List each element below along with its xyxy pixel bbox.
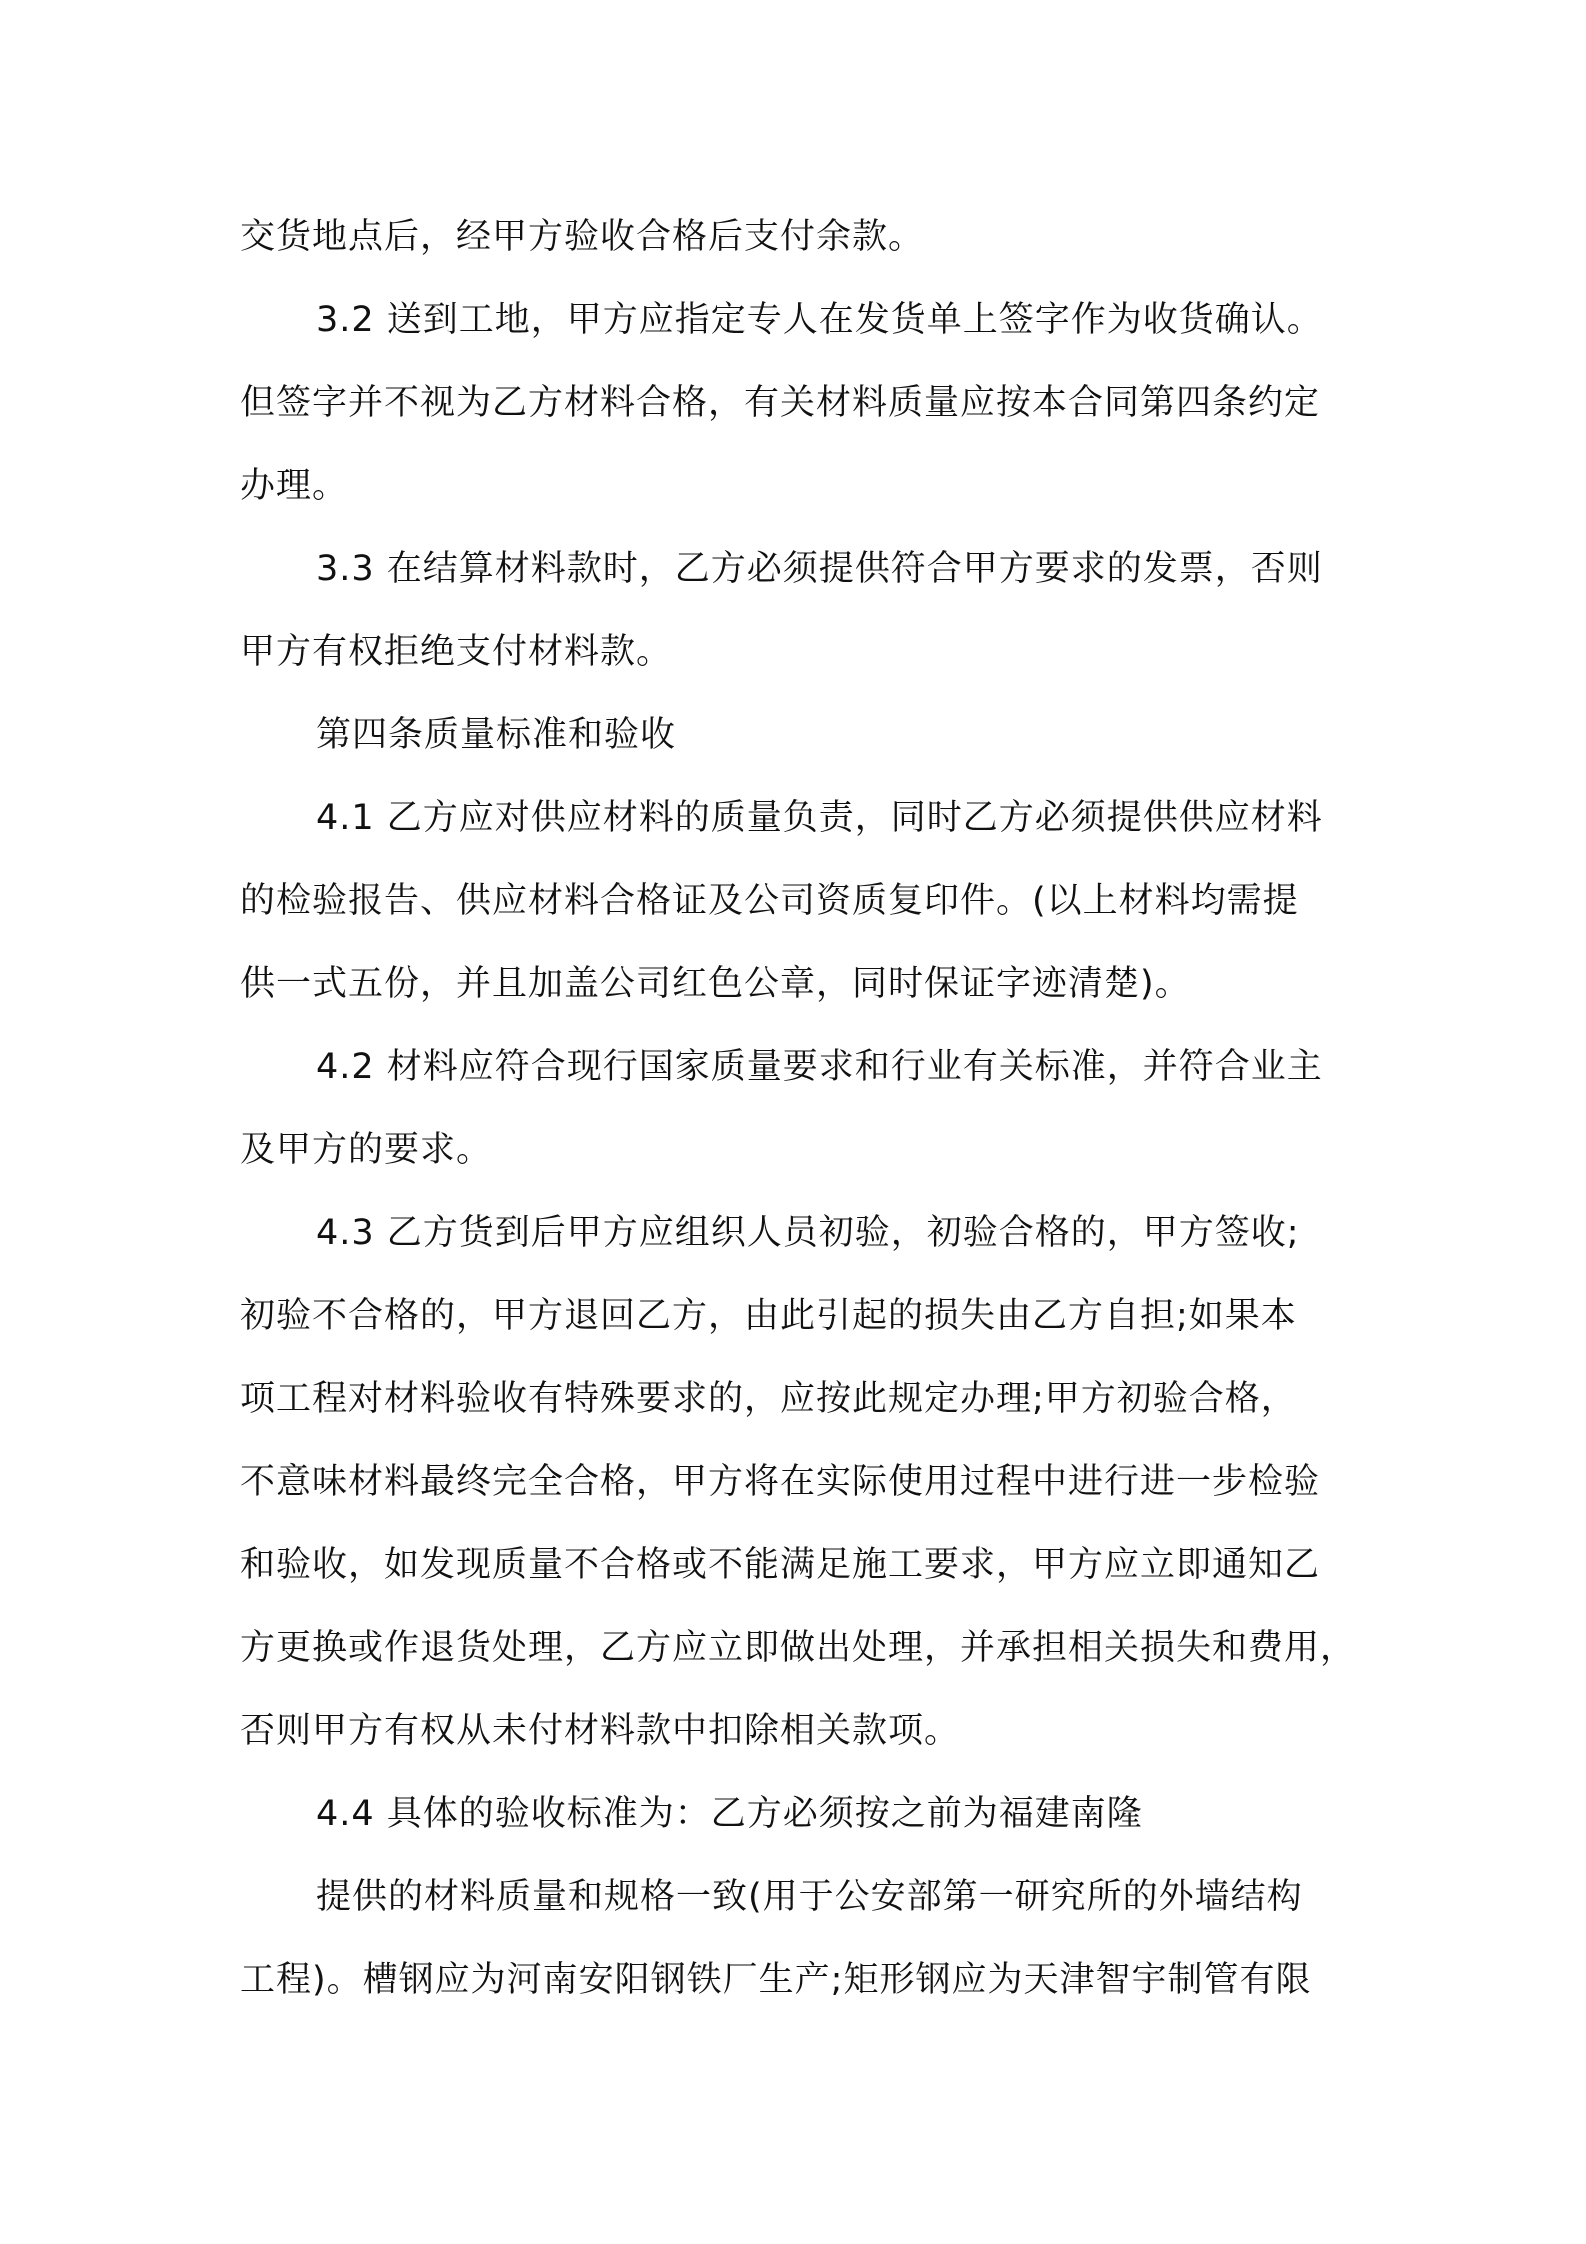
text-line: 3.2 送到工地，甲方应指定专人在发货单上签字作为收货确认。 — [316, 300, 1323, 340]
text-line: 但签字并不视为乙方材料合格，有关材料质量应按本合同第四条约定 — [240, 383, 1321, 423]
text-line: 4.3 乙方货到后甲方应组织人员初验，初验合格的，甲方签收; — [316, 1213, 1300, 1253]
text-line: 供一式五份，并且加盖公司红色公章，同时保证字迹清楚)。 — [240, 964, 1191, 1004]
text-line: 4.4 具体的验收标准为：乙方必须按之前为福建南隆 — [316, 1794, 1143, 1834]
text-line: 甲方有权拒绝支付材料款。 — [240, 632, 673, 672]
document-body — [240, 196, 1357, 2022]
text-line: 4.2 材料应符合现行国家质量要求和行业有关标准，并符合业主 — [316, 1047, 1323, 1087]
text-line: 办理。 — [240, 466, 349, 506]
text-line: 方更换或作退货处理，乙方应立即做出处理，并承担相关损失和费用， — [240, 1628, 1357, 1668]
text-line: 否则甲方有权从未付材料款中扣除相关款项。 — [240, 1711, 961, 1751]
text-line: 4.1 乙方应对供应材料的质量负责，同时乙方必须提供供应材料 — [316, 798, 1323, 838]
text-line: 不意味材料最终完全合格，甲方将在实际使用过程中进行进一步检验 — [240, 1462, 1321, 1502]
text-line: 及甲方的要求。 — [240, 1130, 493, 1170]
text-line: 和验收，如发现质量不合格或不能满足施工要求，甲方应立即通知乙 — [240, 1545, 1321, 1585]
text-line: 3.3 在结算材料款时，乙方必须提供符合甲方要求的发票，否则 — [316, 549, 1323, 589]
text-line: 的检验报告、供应材料合格证及公司资质复印件。(以上材料均需提 — [240, 881, 1299, 921]
text-line: 提供的材料质量和规格一致(用于公安部第一研究所的外墙结构 — [316, 1877, 1303, 1917]
text-line: 初验不合格的，甲方退回乙方，由此引起的损失由乙方自担;如果本 — [240, 1296, 1297, 1336]
text-line: 工程)。槽钢应为河南安阳钢铁厂生产;矩形钢应为天津智宇制管有限 — [240, 1960, 1312, 2000]
text-line: 交货地点后，经甲方验收合格后支付余款。 — [240, 217, 925, 257]
section-heading: 第四条质量标准和验收 — [316, 715, 677, 755]
text-line: 项工程对材料验收有特殊要求的，应按此规定办理;甲方初验合格， — [240, 1379, 1297, 1419]
